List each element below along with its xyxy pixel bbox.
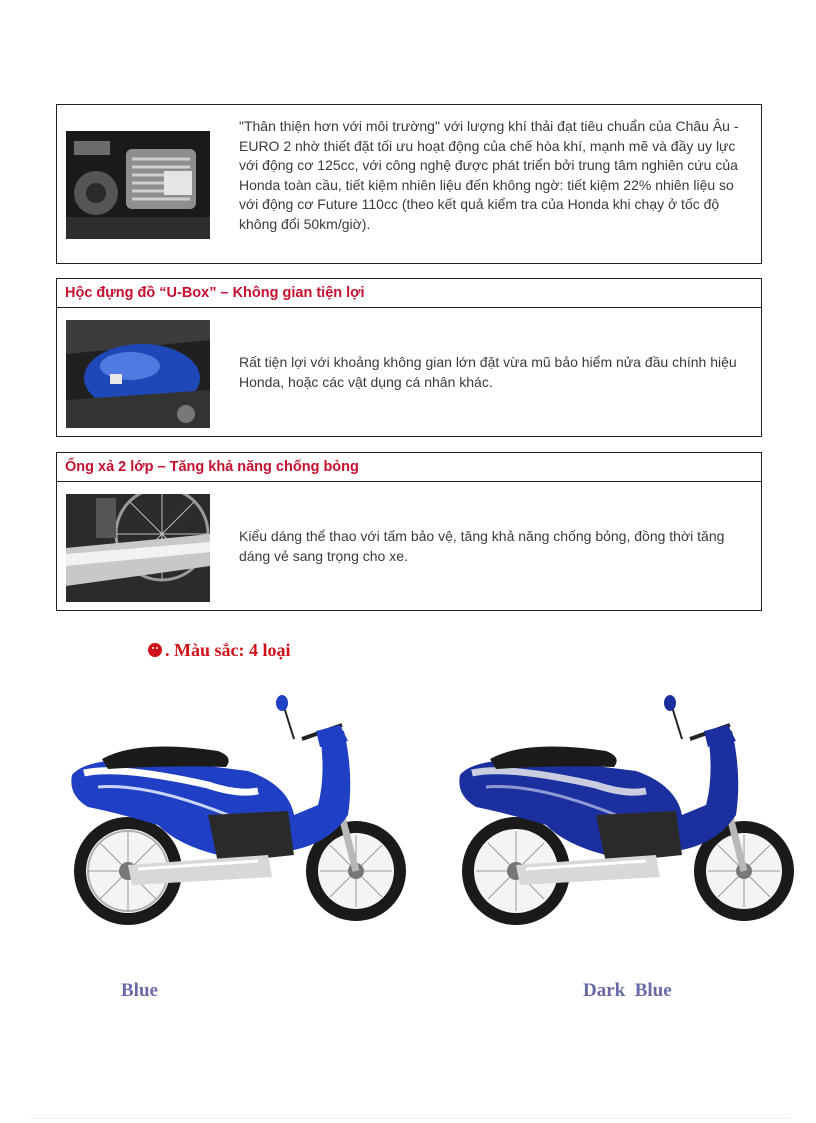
colors-section-title: . Màu sắc: 4 loại <box>148 640 291 661</box>
motorbike-dark-blue-image <box>446 695 798 935</box>
smiley-bullet-icon <box>148 643 162 657</box>
exhaust-heading: Ống xả 2 lớp – Tăng khả năng chống bỏng <box>57 453 761 482</box>
exhaust-description: Kiểu dáng thể thao với tấm bảo vệ, tăng khả năng chống bỏng, đồng thời tăng dáng vẻ sang trọng cho xe. <box>239 528 725 564</box>
feature-box-ubox <box>56 278 762 437</box>
motorbike-blue-image <box>58 695 410 935</box>
feature-box-exhaust <box>56 452 762 611</box>
page-divider <box>30 1118 790 1119</box>
ubox-helmet-photo <box>66 320 210 428</box>
color-label-dark-blue: Dark Blue <box>583 980 672 1001</box>
color-label-blue: Blue <box>121 980 158 1001</box>
ubox-heading: Hộc đựng đồ “U-Box” – Không gian tiện lợi <box>57 279 761 308</box>
feature-box-engine <box>56 104 762 264</box>
engine-description: "Thân thiện hơn với môi trường" với lượng khí thải đạt tiêu chuẩn của Châu Âu - EURO 2 nhờ thiết đặt tối ưu hoạt động của chế hòa khí, mạnh mẽ và đầy uy lực với động cơ 125cc, với công nghệ được phát triển bởi trung tâm nghiên cứu của Honda toàn cầu, tiết kiệm nhiên liệu đến không ngờ: tiết kiệm 22% nhiên liệu so với động cơ Future 110cc (theo kết quả kiểm tra của Honda khi chạy ở tốc độ không đổi 50km/giờ). <box>239 118 739 232</box>
engine-photo <box>66 131 210 239</box>
ubox-description: Rất tiện lợi với khoảng không gian lớn đặt vừa mũ bảo hiểm nửa đầu chính hiệu Honda, hoặc các vật dụng cá nhân khác. <box>239 354 737 390</box>
exhaust-photo <box>66 494 210 602</box>
